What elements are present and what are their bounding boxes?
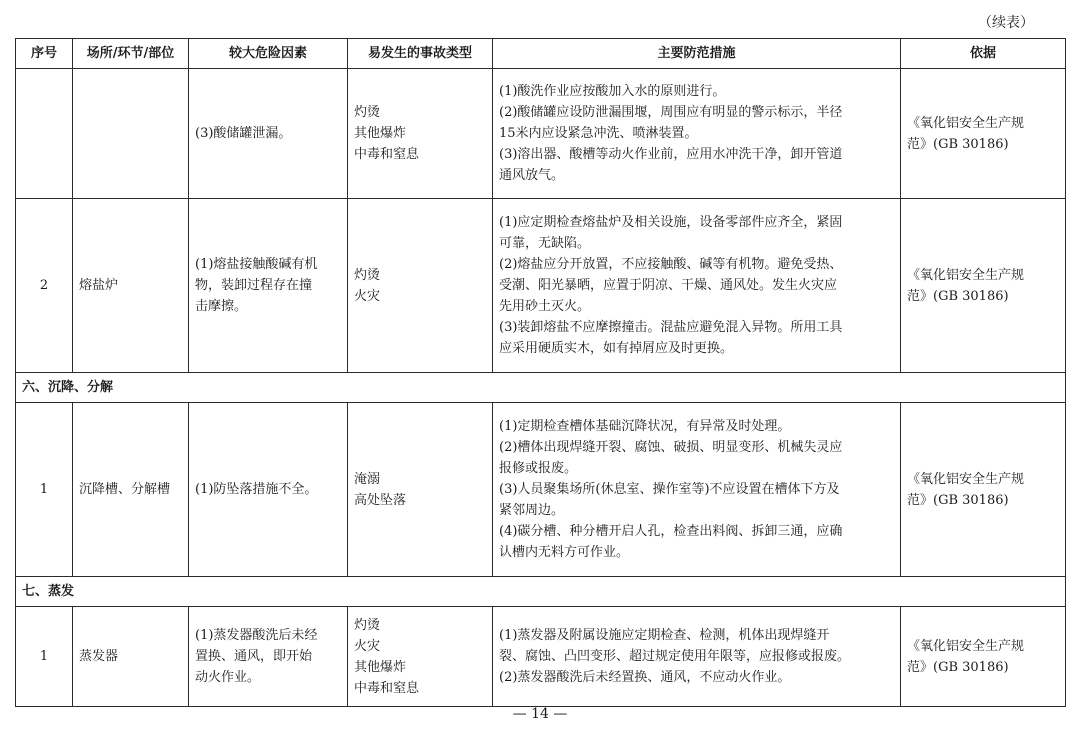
row-measures-line: 先用砂土灭火。 (499, 299, 591, 314)
row-basis-line: 《氧化铝安全生产规 (907, 471, 1025, 487)
row-accident-line: 其他爆炸 (354, 126, 407, 141)
row-measures-line: 紧邻周边。 (499, 503, 565, 518)
section-row (16, 373, 1066, 403)
col-header-hazard: 较大危险因素 (189, 39, 348, 69)
row-measures (493, 403, 901, 577)
row-place (73, 69, 189, 199)
row-measures (493, 69, 901, 199)
row-basis-line: 《氧化铝安全生产规 (907, 267, 1025, 283)
row-basis-line: 范》(GB 30186) (907, 659, 1009, 675)
table-row (16, 69, 1066, 199)
row-hazard-line: (1)防坠落措施不全。 (195, 482, 318, 497)
row-measures (493, 199, 901, 373)
section-title: 六、沉降、分解 (16, 373, 1066, 403)
row-measures-line: (4)碳分槽、种分槽开启人孔，检查出料阀、拆卸三通，应确 (499, 524, 843, 539)
row-hazard (189, 607, 348, 707)
col-header-basis: 依据 (901, 39, 1066, 69)
row-hazard-line: (3)酸储罐泄漏。 (195, 126, 292, 141)
row-accident-line: 火灾 (354, 288, 381, 304)
row-measures-line: (2)酸储罐应设防泄漏围堰，周围应有明显的警示标示，半径 (499, 105, 843, 120)
row-accident (348, 403, 493, 577)
section-row (16, 577, 1066, 607)
row-number: 1 (16, 607, 73, 707)
row-basis (901, 69, 1066, 199)
row-hazard (189, 69, 348, 199)
row-accident-line: 中毒和窒息 (354, 147, 420, 162)
row-measures-line: 报修或报废。 (499, 461, 578, 476)
row-basis-line: 范》(GB 30186) (907, 492, 1009, 508)
row-number (16, 69, 73, 199)
row-measures-line: (1)定期检查槽体基础沉降状况，有异常及时处理。 (499, 419, 791, 434)
safety-table (15, 38, 1066, 707)
row-measures-line: (1)酸洗作业应按酸加入水的原则进行。 (499, 84, 726, 99)
row-accident-line: 淹溺 (354, 471, 381, 487)
row-measures-line: 受潮、阳光暴晒，应置于阴凉、干燥、通风处。发生火灾应 (499, 278, 838, 293)
row-basis (901, 607, 1066, 707)
row-hazard (189, 199, 348, 373)
row-accident-line: 高处坠落 (354, 492, 407, 508)
row-accident-line: 火灾 (354, 638, 381, 654)
row-accident-line: 灼烫 (354, 105, 381, 120)
row-measures-line: 裂、腐蚀、凸凹变形、超过规定使用年限等，应报修或报废。 (499, 649, 851, 664)
row-accident (348, 199, 493, 373)
row-measures-line: (3)人员聚集场所(休息室、操作室等)不应设置在槽体下方及 (499, 482, 840, 497)
row-basis-line: 《氧化铝安全生产规 (907, 638, 1025, 654)
row-measures-line: 认槽内无料方可作业。 (499, 545, 630, 560)
row-place: 熔盐炉 (73, 199, 189, 373)
row-place: 蒸发器 (73, 607, 189, 707)
row-number: 1 (16, 403, 73, 577)
row-hazard-line: (1)熔盐接触酸碱有机 (195, 257, 318, 272)
row-hazard (189, 403, 348, 577)
row-measures-line: 可靠，无缺陷。 (499, 236, 591, 251)
row-accident (348, 607, 493, 707)
row-number: 2 (16, 199, 73, 373)
col-header-accident: 易发生的事故类型 (348, 39, 493, 69)
row-basis-line: 《氧化铝安全生产规 (907, 115, 1025, 131)
row-measures-line: (2)蒸发器酸洗后未经置换、通风，不应动火作业。 (499, 670, 791, 685)
row-hazard-line: 物，装卸过程存在撞 (195, 278, 313, 293)
table-row (16, 607, 1066, 707)
row-measures-line: 15米内应设紧急冲洗、喷淋装置。 (499, 126, 698, 141)
row-basis-line: 范》(GB 30186) (907, 136, 1009, 152)
page-number: — 14 — (512, 706, 568, 722)
col-header-measures: 主要防范措施 (493, 39, 901, 69)
row-hazard-line: 置换、通风，即开始 (195, 649, 313, 664)
row-measures-line: (1)蒸发器及附属设施应定期检查、检测，机体出现焊缝开 (499, 628, 830, 643)
row-accident-line: 灼烫 (354, 617, 381, 633)
row-hazard-line: 动火作业。 (195, 670, 261, 685)
row-basis (901, 199, 1066, 373)
col-header-place: 场所/环节/部位 (73, 39, 189, 69)
row-accident-line: 其他爆炸 (354, 659, 407, 675)
section-title: 七、蒸发 (16, 577, 1066, 607)
row-place: 沉降槽、分解槽 (73, 403, 189, 577)
row-measures-line: (1)应定期检查熔盐炉及相关设施，设备零部件应齐全，紧固 (499, 215, 843, 230)
row-measures-line: (2)熔盐应分开放置，不应接触酸、碱等有机物。避免受热、 (499, 257, 843, 272)
row-basis-line: 范》(GB 30186) (907, 288, 1009, 304)
continued-label: （续表） (978, 15, 1034, 31)
row-accident-line: 灼烫 (354, 267, 381, 283)
row-measures-line: 应采用硬质实木，如有掉屑应及时更换。 (499, 341, 734, 356)
row-basis (901, 403, 1066, 577)
table-row (16, 199, 1066, 373)
row-measures-line: (3)溶出器、酸槽等动火作业前，应用水冲洗干净，卸开管道 (499, 147, 843, 162)
header-row (16, 39, 1066, 69)
row-measures-line: (2)槽体出现焊缝开裂、腐蚀、破损、明显变形、机械失灵应 (499, 440, 843, 455)
col-header-no: 序号 (16, 39, 73, 69)
table-row (16, 403, 1066, 577)
row-hazard-line: (1)蒸发器酸洗后未经 (195, 628, 318, 643)
row-measures (493, 607, 901, 707)
row-accident (348, 69, 493, 199)
row-measures-line: (3)装卸熔盐不应摩擦撞击。混盐应避免混入异物。所用工具 (499, 320, 843, 335)
row-hazard-line: 击摩擦。 (195, 299, 248, 314)
row-measures-line: 通风放气。 (499, 168, 565, 183)
row-accident-line: 中毒和窒息 (354, 680, 420, 696)
